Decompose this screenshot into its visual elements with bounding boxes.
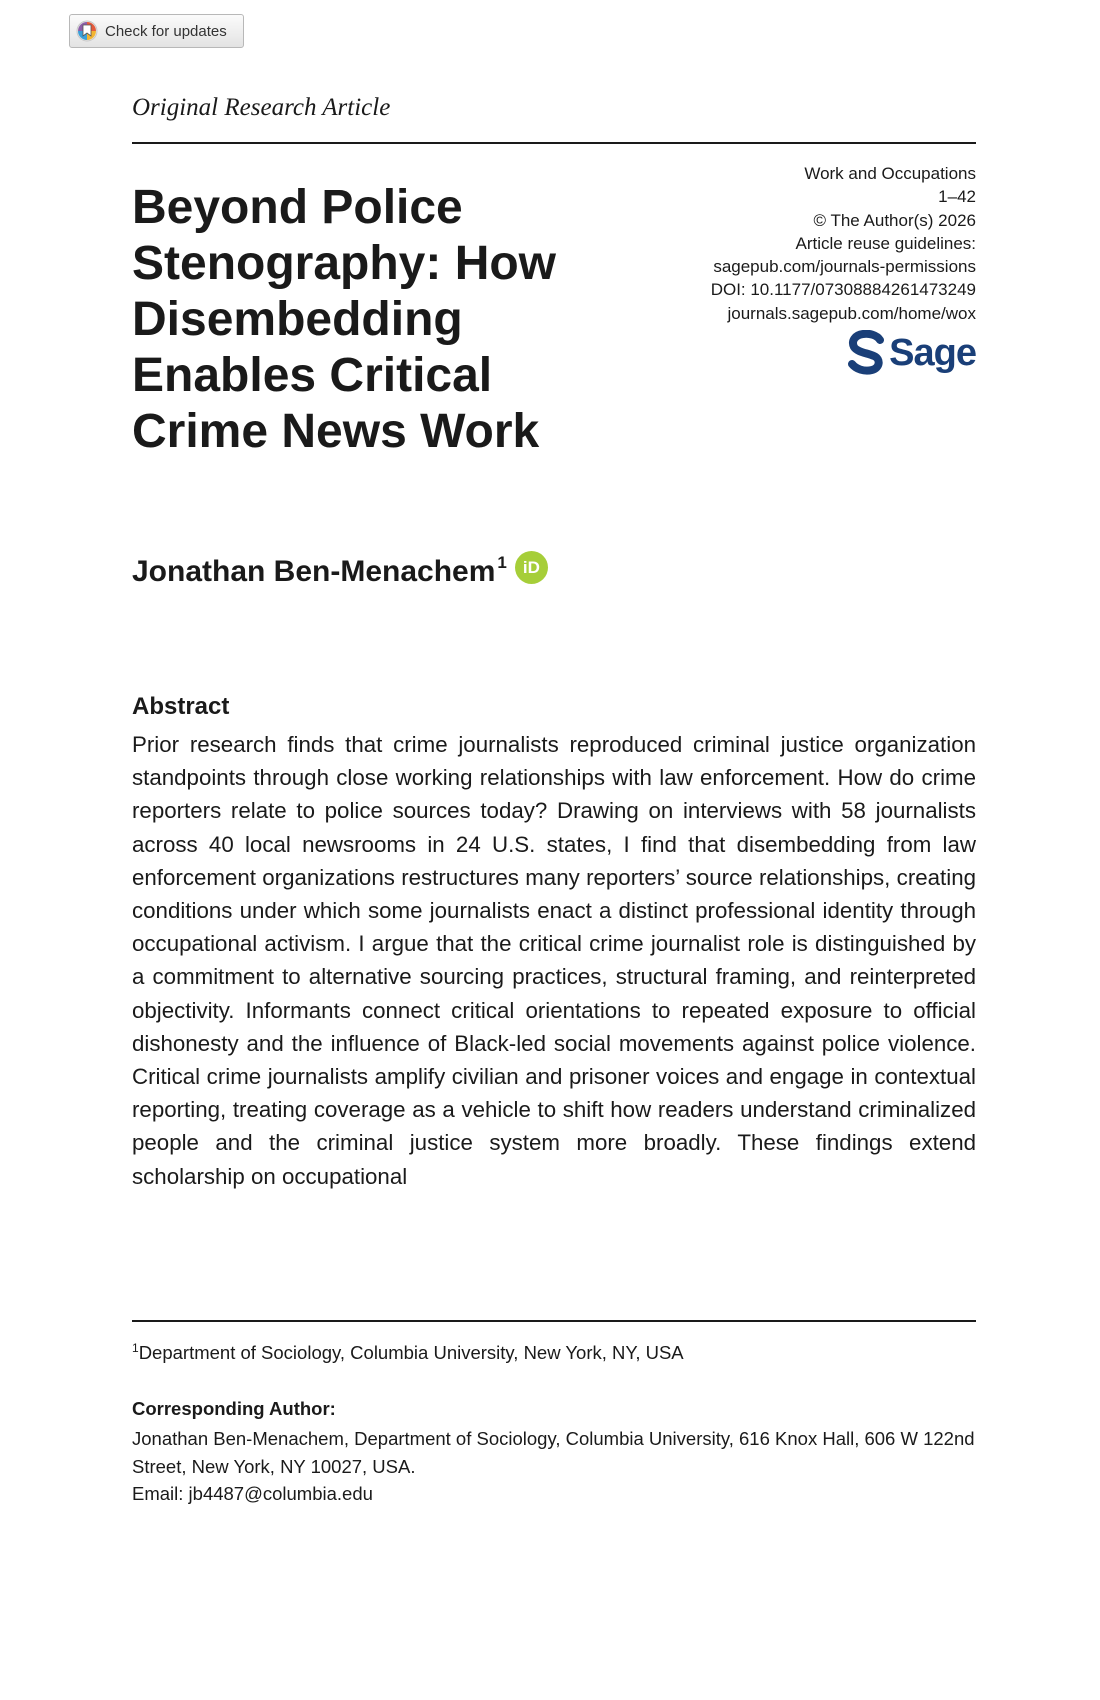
article-type: Original Research Article (132, 94, 391, 121)
crossmark-icon (76, 20, 98, 42)
check-for-updates-label[interactable]: Check for updates (105, 22, 227, 40)
check-for-updates-button[interactable] (69, 14, 244, 48)
journal-homepage-link[interactable]: journals.sagepub.com/home/wox (727, 303, 976, 323)
page-range: 1–42 (938, 187, 976, 207)
author-name: Jonathan Ben-Menachem (132, 555, 496, 588)
journal-name: Work and Occupations (804, 164, 976, 183)
header-divider (132, 142, 976, 144)
orcid-icon[interactable]: iD (515, 551, 548, 584)
corresponding-author-heading: Corresponding Author: (132, 1398, 336, 1419)
abstract-text: Prior research finds that crime journalists reproduced criminal justice organization standpoints through close working relationships with law enforcement. How do crime reporters relate to police sources today? Drawing on interviews with 58 journalists across 40 local newsrooms in 24 U.S. states, I find that disembedding from law enforcement organizations restructures many reporters’ source relationships, creating conditions under which some journalists enact a distinct professional identity through occupational activism. I argue that the critical crime journalist role is distinguished by a commitment to alternative sourcing practices, structural framing, and reinterpreted objectivity. Informants connect critical orientations to repeated exposure to official dishonesty and the influence of Black-led social movements against police violence. Critical crime journalists amplify civilian and prisoner voices and engage in contextual reporting, treating coverage as a vehicle to shift how readers understand criminalized people and the criminal justice system more broadly. These findings extend scholarship on occupational (132, 732, 976, 1189)
abstract-heading: Abstract (132, 693, 230, 720)
footnote-divider (132, 1320, 976, 1322)
affiliation-note (132, 1341, 684, 1364)
author-affiliation-mark: 1 (497, 553, 507, 572)
reuse-label: Article reuse guidelines: (795, 233, 976, 253)
publisher-name: Sage (889, 331, 976, 374)
article-title: Beyond Police Stenography: How Disembedding Enables Critical Crime News Work (132, 181, 557, 458)
copyright: © The Author(s) 2026 (813, 210, 976, 230)
affiliation-mark: 1 (132, 1341, 139, 1355)
sage-s-icon (847, 330, 885, 376)
author-line (132, 555, 548, 589)
corresponding-author-details (132, 1425, 976, 1508)
corresponding-email[interactable]: Email: jb4487@columbia.edu (132, 1483, 373, 1504)
affiliation-text: Department of Sociology, Columbia University, New York, NY, USA (138, 1342, 684, 1364)
publication-info (536, 162, 976, 325)
doi-link[interactable]: DOI: 10.1177/07308884261473249 (710, 280, 976, 300)
corresponding-address: Jonathan Ben-Menachem, Department of Sociology, Columbia University, 616 Knox Hall, 606 W 122nd Street, New York, NY 10027, USA. (132, 1428, 975, 1477)
reuse-link[interactable]: sagepub.com/journals-permissions (713, 257, 976, 277)
publisher-logo (847, 330, 976, 376)
